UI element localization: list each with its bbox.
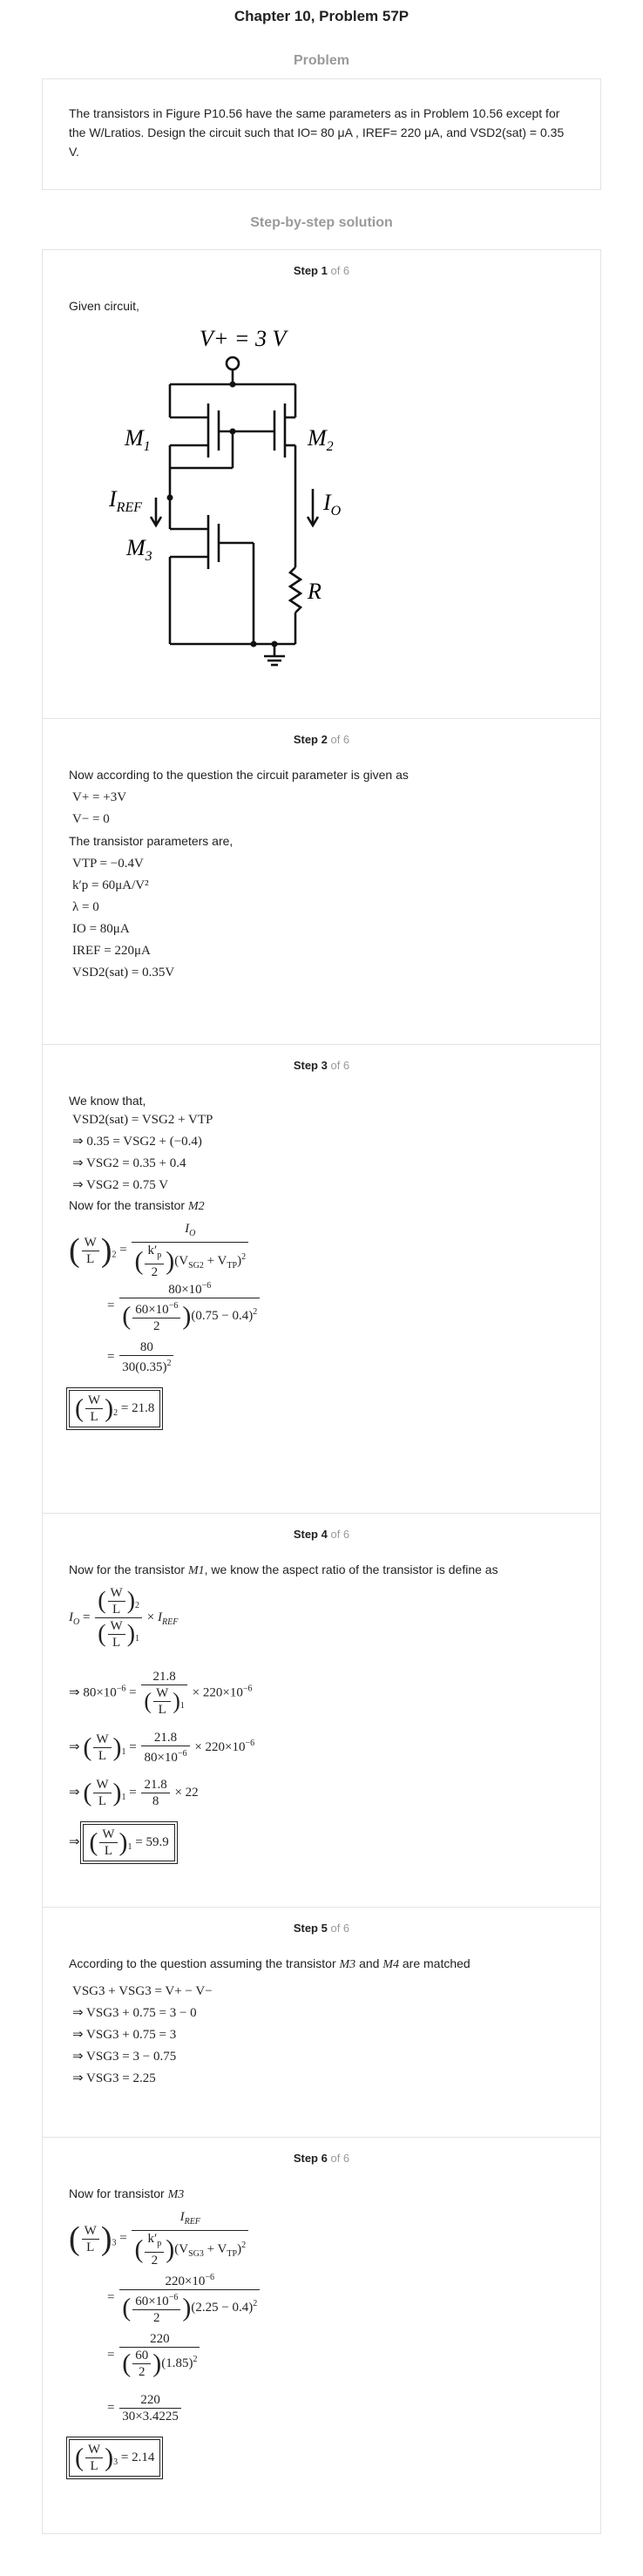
problem-card <box>42 78 601 190</box>
result-box: ( $\frac{W}{L}$ )$_3 = 2.14$ <box>69 2439 574 2477</box>
step-text: Now for the transistor <box>69 1563 186 1576</box>
step-5 <box>43 1908 600 2138</box>
param-line: k′p = 60μA/V² <box>72 878 149 892</box>
equation-block: = $\frac{80}{30(0.35)^2}$ <box>69 1339 574 1383</box>
resistor-label: R <box>308 579 322 604</box>
iref-sub: REF <box>116 500 142 515</box>
step-number: Step 5 <box>293 1922 328 1935</box>
step-title <box>69 2150 574 2167</box>
problem-heading: Problem <box>293 53 349 68</box>
param-line: V+ = +3V <box>72 790 127 804</box>
equation-line: ⇒ 0.35 = VSG2 + (−0.4) <box>72 1135 202 1149</box>
step-text-rest: , we know the aspect ratio of the transistor is define as <box>204 1563 498 1576</box>
equation-block: = $80\times 10^{-6}$ ( $\frac{60\times 10^{-6}}{2}$ )$(0.75 - 0.4)^2$ <box>69 1278 574 1336</box>
step-text: Now for transistor <box>69 2186 165 2200</box>
step-of: of 6 <box>330 2152 350 2165</box>
transistor-name: M3 <box>339 1958 356 1971</box>
m3-sub: 3 <box>145 549 152 564</box>
equation-block: ⇒ ( $\frac{W}{L}$ )$_1$ = $\frac{21.8}{8}$ × 22 <box>69 1778 199 1808</box>
step-title <box>69 1920 574 1937</box>
equation-line: ⇒ VSG3 + 0.75 = 3 <box>72 2028 177 2042</box>
equation-block: = 220 ( $\frac{60}{2}$ )$(1.85)^2$ <box>69 2331 574 2389</box>
step-number: Step 4 <box>293 1528 328 1541</box>
step-4 <box>43 1514 600 1908</box>
io-name: I <box>323 490 331 515</box>
supply-label: V+ = 3 V <box>200 327 287 351</box>
result-value: = 2.14 <box>120 2450 155 2464</box>
m1-sub: 1 <box>143 439 151 454</box>
equation-block: = $\frac{220}{30\times 3.4225}$ <box>69 2392 574 2434</box>
m3-label <box>125 535 152 564</box>
param-line: VSD2(sat) = 0.35V <box>72 966 175 980</box>
equation-line: ⇒ VSG3 + 0.75 = 3 − 0 <box>72 2006 197 2020</box>
step-number: Step 2 <box>293 733 328 746</box>
result-value: = 59.9 <box>135 1834 169 1849</box>
equation-block: $I_O$ = ( $\frac{W}{L}$ )$_2$ ( $\frac{W}{L}$ )$_1$ × $I_{REF}$ <box>69 1586 179 1650</box>
equation-line: VSD2(sat) = VSG2 + VTP <box>72 1113 213 1127</box>
io-sub: O <box>330 504 342 519</box>
m3-name: M <box>126 535 146 560</box>
equation-line: ⇒ VSG3 = 2.25 <box>72 2071 156 2085</box>
step-title <box>69 1526 574 1543</box>
steps-container <box>42 249 601 2534</box>
transistor-name: M2 <box>187 1200 205 1213</box>
step-title <box>69 731 574 749</box>
m2-sub: 2 <box>326 439 334 454</box>
step-6 <box>43 2138 600 2533</box>
equation-line: ⇒ VSG3 = 3 − 0.75 <box>72 2050 177 2064</box>
equation-line: ⇒ VSG2 = 0.75 V <box>72 1178 169 1192</box>
problem-text: The transistors in Figure P10.56 have the same parameters as in Problem 10.56 except for the W/Lratios. Design the circuit such that IO= 80 μA , IREF= 220 μA, and VSD2(sat) = 0.35 V. <box>69 106 565 159</box>
step-text: Now according to the question the circuit parameter is given as <box>69 768 409 782</box>
step-text: Now for the transistor <box>69 1198 186 1212</box>
step-text-and: and <box>359 1956 380 1970</box>
step-title <box>69 262 574 280</box>
step-of: of 6 <box>330 264 350 277</box>
step-of: of 6 <box>330 733 350 746</box>
step-1 <box>43 250 600 719</box>
step-2 <box>43 719 600 1045</box>
io-label <box>322 490 342 519</box>
step-of: of 6 <box>330 1528 350 1541</box>
solution-heading: Step-by-step solution <box>250 215 393 230</box>
equation-block: ( $\frac{W}{L}$ )$_3$ = $I_{REF}$ ( $\frac{k'_p}{2}$ )$(V_{SG3} + V_{TP})^2$ <box>69 2209 574 2267</box>
param-line: λ = 0 <box>72 900 99 914</box>
result-box: ⇒ ( $\frac{W}{L}$ )$_1 = 59.9$ <box>69 1824 574 1861</box>
iref-label <box>108 486 142 515</box>
step-number: Step 1 <box>293 264 328 277</box>
param-line: VTP = −0.4V <box>72 857 144 871</box>
iref-name: I <box>109 486 117 512</box>
step-of: of 6 <box>330 1922 350 1935</box>
equation-line: ⇒ VSG2 = 0.35 + 0.4 <box>72 1156 186 1170</box>
m1-name: M <box>125 425 144 451</box>
m1-label <box>124 425 151 454</box>
step-text: According to the question assuming the transistor <box>69 1956 336 1970</box>
step-title <box>69 1057 574 1074</box>
m2-name: M <box>308 425 327 451</box>
page-title: Chapter 10, Problem 57P <box>234 8 409 24</box>
equation-block: ⇒ ( $\frac{W}{L}$ )$_1$ = $\frac{21.8}{80\times 10^{-6}}$ × $220\times 10^{-6}$ <box>69 1731 255 1765</box>
result-value: = 21.8 <box>120 1400 155 1415</box>
step-text: Given circuit, <box>69 299 139 313</box>
param-line: V− = 0 <box>72 812 110 826</box>
equation-block: = $220\times 10^{-6}$ ( $\frac{60\times 10^{-6}}{2}$ )$(2.25 - 0.4)^2$ <box>69 2270 574 2328</box>
step-number: Step 6 <box>293 2152 328 2165</box>
param-line: IO = 80μA <box>72 922 130 936</box>
step-text-rest: are matched <box>402 1956 470 1970</box>
step-3 <box>43 1045 600 1514</box>
equation-block: ( $\frac{W}{L}$ )$_2$ = $I_O$ ( $\frac{k'_p}{2}$ )$(V_{SG2} + V_{TP})^2$ <box>69 1221 574 1275</box>
equation-block: ⇒ $80\times 10^{-6}$ = 21.8 ( $\frac{W}{L}$ )$_1$ × $220\times 10^{-6}$ <box>69 1670 253 1717</box>
step-number: Step 3 <box>293 1059 328 1072</box>
m2-label <box>307 425 334 454</box>
step-text: The transistor parameters are, <box>69 834 234 848</box>
result-box: ( $\frac{W}{L}$ )$_2 = 21.8$ <box>69 1390 574 1427</box>
param-line: IREF = 220μA <box>72 944 151 958</box>
step-text: We know that, <box>69 1094 146 1108</box>
step-of: of 6 <box>330 1059 350 1072</box>
transistor-name: M4 <box>382 1958 399 1971</box>
circuit-diagram <box>78 327 426 693</box>
transistor-name: M1 <box>187 1564 205 1577</box>
equation-line: VSG3 + VSG3 = V+ − V− <box>72 1984 213 1998</box>
transistor-name: M3 <box>167 2188 185 2201</box>
